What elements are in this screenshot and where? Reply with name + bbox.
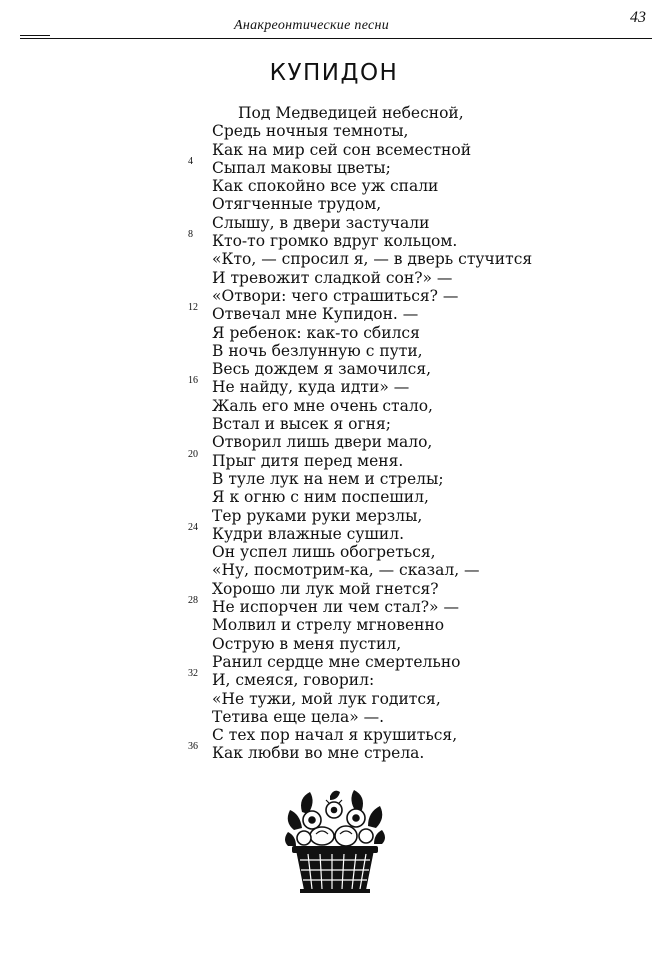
poem-line-text: «Не тужи, мой лук годится, (212, 689, 441, 708)
poem-line-text: И, смеяся, говорил: (212, 671, 375, 690)
poem-line (188, 635, 648, 653)
poem-line (188, 726, 648, 744)
header-rule-accent (20, 35, 50, 36)
poem-line (188, 104, 648, 122)
line-number: 16 (188, 375, 198, 387)
poem-line (188, 470, 648, 488)
line-number: 8 (188, 229, 193, 241)
poem-line (188, 415, 648, 433)
poem-line-text: Не найду, куда идти» — (212, 378, 410, 397)
poem-line-text: Он успел лишь обогреться, (212, 543, 436, 562)
poem-line-text: Встал и высек я огня; (212, 415, 391, 434)
poem-line (188, 741, 648, 763)
poem-line (188, 448, 648, 470)
poem-line (188, 580, 648, 598)
poem-line (188, 214, 648, 232)
poem-body (188, 104, 648, 763)
page-number: 43 (630, 9, 646, 26)
poem-line (188, 141, 648, 159)
poem-line-text: Тер руками руки мерзлы, (212, 506, 423, 525)
poem-line (188, 668, 648, 690)
poem-line-text: Под Медведицей небесной, (238, 104, 464, 122)
poem-line (188, 324, 648, 342)
poem-line-text: Весь дождем я замочился, (212, 360, 432, 379)
poem-line (188, 195, 648, 213)
poem-line (188, 488, 648, 506)
poem-line (188, 177, 648, 195)
line-number: 24 (188, 521, 198, 533)
line-number: 28 (188, 595, 198, 607)
poem-line-text: Тетива еще цела» —. (212, 707, 385, 726)
poem-title: КУПИДОН (269, 60, 399, 86)
line-number: 36 (188, 741, 198, 753)
line-number: 12 (188, 302, 198, 314)
poem-line (188, 543, 648, 561)
poem-line (188, 229, 648, 251)
poem-line (188, 375, 648, 397)
poem-line (188, 269, 648, 287)
poem-line-text: Ранил сердце мне смертельно (212, 652, 461, 671)
poem-line-text: Жаль его мне очень стало, (212, 396, 433, 415)
poem-line (188, 342, 648, 360)
poem-line (188, 155, 648, 177)
poem-line-text: «Кто, — спросил я, — в дверь стучится (212, 250, 533, 269)
poem-line-text: Молвил и стрелу мгновенно (212, 616, 445, 635)
line-number: 4 (188, 155, 193, 167)
poem-line-text: «Отвори: чего страшиться? — (212, 286, 459, 305)
poem-line-text: Как спокойно все уж спали (212, 177, 439, 196)
poem-line (188, 122, 648, 140)
poem-line-text: «Ну, посмотрим-ка, — сказал, — (212, 561, 480, 580)
poem-line-text: Отягченные трудом, (212, 195, 382, 214)
poem-line (188, 521, 648, 543)
poem-line-text: С тех пор начал я крушиться, (212, 726, 458, 745)
poem-line-text: Острую в меня пустил, (212, 634, 402, 653)
poem-line-text: Сыпал маковы цветы; (212, 158, 391, 177)
poem-line-text: Кто-то громко вдруг кольцом. (212, 232, 458, 251)
poem-line-text: Слышу, в двери застучали (212, 213, 430, 232)
poem-line-text: Я ребенок: как-то сбился (212, 323, 420, 342)
poem-line (188, 708, 648, 726)
poem-line (188, 616, 648, 634)
poem-line-text: Отвечал мне Купидон. — (212, 305, 419, 324)
poem-line-text: Кудри влажные сушил. (212, 524, 404, 543)
poem-line-text: В туле лук на нем и стрелы; (212, 469, 444, 488)
poem-line (188, 360, 648, 378)
poem-line-text: Я к огню с ним поспешил, (212, 488, 429, 507)
poem-line (188, 397, 648, 415)
poem-line (188, 653, 648, 671)
poem-line (188, 507, 648, 525)
poem-line-text: Не испорчен ли чем стал?» — (212, 598, 459, 617)
poem-line-text: Как любви во мне стрела. (212, 744, 425, 763)
flower-basket-ornament (282, 790, 388, 894)
poem-line (188, 561, 648, 579)
poem-line-text: И тревожит сладкой сон?» — (212, 268, 453, 287)
poem-line-text: Хорошо ли лук мой гнется? (212, 579, 439, 598)
poem-line (188, 250, 648, 268)
line-number: 20 (188, 448, 198, 460)
poem-line-text: Как на мир сей сон всеместной (212, 140, 472, 159)
poem-line (188, 433, 648, 451)
line-number: 32 (188, 668, 198, 680)
poem-line-text: Отворил лишь двери мало, (212, 433, 433, 452)
poem-line-text: Средь ночныя темноты, (212, 122, 409, 141)
poem-line (188, 595, 648, 617)
running-head-title: Анакреонтические песни (234, 18, 390, 33)
poem-line (188, 287, 648, 305)
poem-line-text: Прыг дитя перед меня. (212, 451, 404, 470)
poem-line (188, 690, 648, 708)
header-rule (20, 38, 652, 39)
poem-line-text: В ночь безлунную с пути, (212, 341, 423, 360)
poem-line (188, 302, 648, 324)
